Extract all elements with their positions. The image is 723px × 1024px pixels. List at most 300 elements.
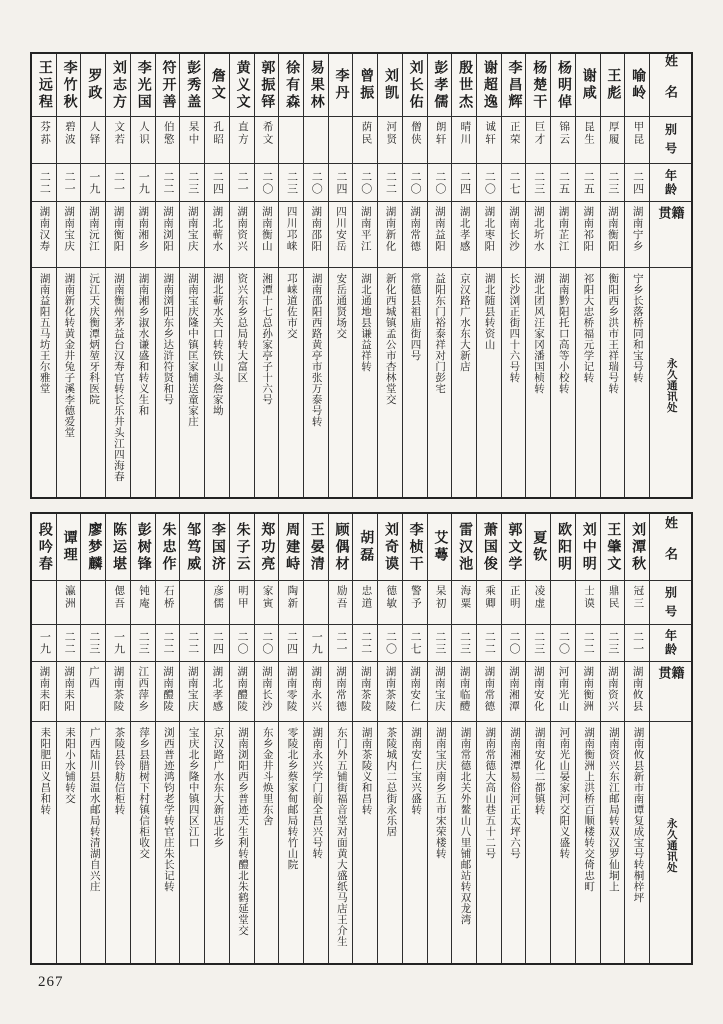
alias-cell-text: 海粟 bbox=[459, 585, 471, 610]
address-cell-text: 湖南湘乡淑水谦盛和转义生和 bbox=[137, 273, 149, 416]
age-cell bbox=[279, 625, 303, 662]
alias-cell bbox=[32, 581, 56, 625]
origin-cell bbox=[57, 662, 81, 722]
entry-column bbox=[229, 54, 254, 497]
alias-cell-text: 杲中 bbox=[187, 121, 199, 146]
alias-header-label: 别号 bbox=[663, 123, 678, 161]
age-cell-text: 一九 bbox=[87, 170, 100, 195]
name-cell-text: 徐有森 bbox=[284, 59, 300, 111]
origin-cell bbox=[32, 662, 56, 722]
age-cell-text: 二二 bbox=[38, 170, 51, 195]
name-cell bbox=[81, 514, 105, 581]
alias-cell-text: 石桥 bbox=[162, 585, 174, 610]
alias-cell bbox=[57, 117, 81, 164]
entry-column bbox=[525, 514, 550, 963]
address-cell-text: 浏西普迹鸿钧老学转官庄朱长记转 bbox=[162, 727, 174, 892]
origin-cell bbox=[329, 202, 353, 268]
entry-column bbox=[501, 54, 526, 497]
entry-column bbox=[303, 54, 328, 497]
origin-cell bbox=[156, 662, 180, 722]
name-cell bbox=[230, 514, 254, 581]
age-cell bbox=[601, 625, 625, 662]
address-cell-text: 东门外五铺街福音堂对面黄大盛纸马店王介生 bbox=[335, 727, 347, 947]
origin-cell bbox=[131, 202, 155, 268]
address-cell bbox=[329, 722, 353, 963]
origin-cell bbox=[205, 202, 229, 268]
age-cell bbox=[205, 625, 229, 662]
alias-cell-text: 孔昭 bbox=[212, 121, 224, 146]
origin-cell bbox=[205, 662, 229, 722]
origin-cell-text: 湖南长沙 bbox=[260, 666, 272, 712]
address-cell bbox=[230, 268, 254, 497]
address-cell-text: 萍乡县腊树下村镇信柜收交 bbox=[138, 727, 150, 859]
entry-column bbox=[130, 514, 155, 963]
name-cell-text: 罗政 bbox=[86, 68, 102, 102]
origin-cell bbox=[255, 202, 279, 268]
address-cell-text: 河南光山晏家河交阳义盛转 bbox=[558, 727, 570, 859]
name-cell bbox=[255, 514, 279, 581]
alias-cell-text: 彦儒 bbox=[212, 585, 224, 610]
address-cell-text: 安岳通贤场交 bbox=[335, 273, 347, 339]
entry-column bbox=[550, 514, 575, 963]
address-cell bbox=[551, 722, 575, 963]
age-cell-text: 二三 bbox=[532, 170, 545, 195]
alias-cell bbox=[403, 581, 427, 625]
alias-cell-text: 朗轩 bbox=[434, 121, 446, 146]
entry-column bbox=[80, 54, 105, 497]
origin-cell bbox=[32, 202, 56, 268]
entry-column bbox=[328, 514, 353, 963]
age-cell bbox=[32, 164, 56, 202]
alias-cell-text: 忠道 bbox=[360, 585, 372, 610]
origin-cell bbox=[353, 662, 377, 722]
origin-cell bbox=[279, 662, 303, 722]
origin-cell-text: 湖南宝庆 bbox=[63, 206, 75, 252]
age-cell bbox=[57, 625, 81, 662]
address-cell-text: 沅江天庆衡潭炳堃牙科医院 bbox=[88, 273, 100, 405]
age-cell bbox=[32, 625, 56, 662]
address-cell bbox=[205, 268, 229, 497]
address-cell-text: 宁乡长落桥同和宝号转 bbox=[631, 273, 643, 383]
alias-cell bbox=[131, 581, 155, 625]
address-cell bbox=[502, 722, 526, 963]
alias-cell-text: 偲吾 bbox=[113, 585, 125, 610]
origin-header-label: 籍贯 bbox=[656, 206, 685, 237]
name-cell-text: 刘中明 bbox=[580, 521, 596, 573]
origin-cell-text: 湖南常德 bbox=[335, 666, 347, 712]
name-header bbox=[650, 54, 691, 117]
address-cell-text: 湖南安仁宝兴盛转 bbox=[410, 727, 422, 815]
origin-cell bbox=[526, 202, 550, 268]
origin-cell bbox=[477, 202, 501, 268]
origin-cell-text: 湖南湘潭 bbox=[508, 666, 520, 712]
origin-cell bbox=[279, 202, 303, 268]
age-cell-text: 二〇 bbox=[260, 631, 273, 655]
address-cell bbox=[403, 722, 427, 963]
name-cell bbox=[576, 514, 600, 581]
name-cell-text: 萧国俊 bbox=[481, 521, 497, 573]
name-cell-text: 夏钦 bbox=[531, 530, 547, 564]
alias-cell bbox=[255, 117, 279, 164]
age-cell bbox=[353, 625, 377, 662]
name-cell bbox=[601, 514, 625, 581]
alias-cell bbox=[255, 581, 279, 625]
entry-column bbox=[575, 54, 600, 497]
address-cell bbox=[279, 268, 303, 497]
alias-cell-text: 僧侠 bbox=[409, 121, 421, 146]
age-cell bbox=[452, 164, 476, 202]
origin-cell bbox=[304, 202, 328, 268]
name-cell bbox=[428, 514, 452, 581]
age-cell-text: 二〇 bbox=[236, 631, 249, 655]
name-header-label: 姓名 bbox=[663, 54, 678, 116]
name-cell-text: 陈运堪 bbox=[111, 521, 127, 573]
age-cell-text: 二二 bbox=[161, 631, 174, 655]
address-cell bbox=[32, 268, 56, 497]
origin-cell bbox=[106, 202, 130, 268]
address-cell-text: 茶陵县铃舫信柜转 bbox=[113, 727, 125, 815]
origin-cell bbox=[526, 662, 550, 722]
address-cell bbox=[205, 722, 229, 963]
age-cell-text: 二二 bbox=[582, 631, 595, 655]
entry-column bbox=[204, 54, 229, 497]
age-cell bbox=[156, 625, 180, 662]
name-cell bbox=[180, 54, 204, 117]
age-cell-text: 二二 bbox=[384, 170, 397, 195]
age-cell bbox=[551, 164, 575, 202]
name-cell bbox=[526, 514, 550, 581]
address-cell-text: 湖南新化转黄金井兔子溪李德爱堂 bbox=[63, 273, 75, 438]
name-cell-text: 谭理 bbox=[61, 530, 77, 564]
age-cell bbox=[378, 164, 402, 202]
name-cell-text: 艾蕚 bbox=[432, 530, 448, 564]
alias-cell bbox=[304, 581, 328, 625]
origin-cell-text: 湖南衡洲 bbox=[582, 666, 594, 712]
origin-cell bbox=[156, 202, 180, 268]
origin-cell bbox=[378, 202, 402, 268]
address-cell-text: 湖北团风汪家冈潘国桢转 bbox=[533, 273, 545, 394]
age-cell bbox=[576, 625, 600, 662]
name-cell-text: 郑功亮 bbox=[259, 521, 275, 573]
alias-cell bbox=[601, 581, 625, 625]
address-cell-text: 湖南攸县新市南谭复成宝号转桐梓坪 bbox=[632, 727, 644, 903]
alias-cell bbox=[625, 581, 649, 625]
name-cell bbox=[502, 514, 526, 581]
age-cell-text: 二二 bbox=[186, 631, 199, 655]
origin-cell-text: 湖南衡山 bbox=[260, 206, 272, 252]
age-cell bbox=[502, 164, 526, 202]
name-cell bbox=[526, 54, 550, 117]
address-cell-text: 湖南衡州茅益台汉寿官转长乐井头江四海春 bbox=[112, 273, 124, 482]
entry-column bbox=[377, 514, 402, 963]
name-cell-text: 顾偶材 bbox=[333, 521, 349, 573]
name-cell bbox=[57, 54, 81, 117]
alias-cell-text: 锦云 bbox=[558, 121, 570, 146]
entry-column bbox=[328, 54, 353, 497]
origin-cell-text: 湖南邵阳 bbox=[310, 206, 322, 252]
age-cell bbox=[403, 164, 427, 202]
alias-cell bbox=[378, 117, 402, 164]
entry-column bbox=[600, 514, 625, 963]
name-cell-text: 杨明倬 bbox=[555, 59, 571, 111]
address-cell-text: 东乡金井斗焕里东舍 bbox=[261, 727, 273, 826]
age-cell bbox=[378, 625, 402, 662]
origin-cell-text: 湖南常德 bbox=[483, 666, 495, 712]
entry-column bbox=[624, 54, 649, 497]
entry-column bbox=[229, 514, 254, 963]
age-cell-text: 二三 bbox=[186, 170, 199, 195]
address-cell-text: 湖南浏阳西乡普迹天生利转醴北朱鹤延堂交 bbox=[237, 727, 249, 936]
name-cell-text: 詹文 bbox=[209, 68, 225, 102]
origin-cell-text: 湖南湘乡 bbox=[137, 206, 149, 252]
alias-cell-text: 杲初 bbox=[434, 585, 446, 610]
alias-cell bbox=[378, 581, 402, 625]
origin-cell-text: 河南光山 bbox=[557, 666, 569, 712]
origin-cell-text: 四川邛崃 bbox=[285, 206, 297, 252]
alias-cell bbox=[625, 117, 649, 164]
address-cell-text: 祁阳大忠桥福元学记转 bbox=[582, 273, 594, 383]
address-cell bbox=[353, 268, 377, 497]
alias-cell bbox=[279, 117, 303, 164]
address-cell bbox=[353, 722, 377, 963]
age-cell bbox=[526, 164, 550, 202]
age-cell bbox=[625, 625, 649, 662]
origin-cell bbox=[502, 662, 526, 722]
address-cell-text: 新化西城镇孟公市杏林堂交 bbox=[384, 273, 396, 405]
name-cell-text: 黄义文 bbox=[234, 59, 250, 111]
alias-cell bbox=[205, 581, 229, 625]
address-cell-text: 京汉路广水东大新店北乡 bbox=[212, 727, 224, 848]
age-cell bbox=[180, 164, 204, 202]
origin-cell-text: 湖南茶陵 bbox=[112, 666, 124, 712]
address-cell-text: 湖南宝庆南乡五市宋荣楼转 bbox=[434, 727, 446, 859]
alias-cell-text: 乘卿 bbox=[484, 585, 496, 610]
address-cell-text: 湖南宝庆隆中镇匡家铺送童家庄 bbox=[186, 273, 198, 427]
entry-column bbox=[32, 514, 56, 963]
age-cell-text: 二三 bbox=[433, 631, 446, 655]
age-cell bbox=[205, 164, 229, 202]
origin-cell bbox=[230, 662, 254, 722]
address-cell-text: 湖南邵阳西路黄亭市张万泰号转 bbox=[310, 273, 322, 427]
address-cell bbox=[601, 268, 625, 497]
address-cell-text: 湖南常德大高山巷五十二号 bbox=[484, 727, 496, 859]
name-cell bbox=[180, 514, 204, 581]
entry-column bbox=[303, 514, 328, 963]
alias-cell-text: 瀛洲 bbox=[63, 585, 75, 610]
header-column bbox=[649, 514, 691, 963]
entry-column bbox=[278, 514, 303, 963]
address-cell bbox=[428, 268, 452, 497]
age-cell-text: 二一 bbox=[335, 631, 348, 655]
age-cell bbox=[230, 164, 254, 202]
name-cell-text: 朱子云 bbox=[234, 521, 250, 573]
origin-cell bbox=[353, 202, 377, 268]
alias-cell bbox=[156, 117, 180, 164]
origin-cell bbox=[601, 662, 625, 722]
origin-cell-text: 湖南衡阳 bbox=[606, 206, 618, 252]
origin-cell bbox=[180, 202, 204, 268]
origin-cell-text: 湖南宝庆 bbox=[433, 666, 445, 712]
address-cell-text: 湖南衡洲上洪桥百顺楼转交倚忠町 bbox=[583, 727, 595, 892]
address-cell bbox=[255, 268, 279, 497]
address-cell bbox=[601, 722, 625, 963]
alias-cell bbox=[452, 117, 476, 164]
address-cell-text: 湖南常德北关外鳌山八里铺邮站转双龙湾 bbox=[459, 727, 471, 925]
age-cell-text: 二三 bbox=[532, 631, 545, 655]
entry-column bbox=[451, 54, 476, 497]
roster-table-top bbox=[30, 52, 693, 499]
entry-column bbox=[476, 514, 501, 963]
origin-cell bbox=[378, 662, 402, 722]
age-cell-text: 二〇 bbox=[508, 631, 521, 655]
alias-cell-text: 诚轩 bbox=[484, 121, 496, 146]
alias-cell-text: 凌虚 bbox=[533, 585, 545, 610]
age-cell bbox=[81, 164, 105, 202]
entry-column bbox=[352, 54, 377, 497]
address-cell bbox=[106, 722, 130, 963]
name-cell-text: 邹笃威 bbox=[185, 521, 201, 573]
address-cell bbox=[156, 268, 180, 497]
origin-cell-text: 湖南益阳 bbox=[433, 206, 445, 252]
address-header bbox=[650, 722, 691, 963]
origin-cell-text: 湖南安化 bbox=[532, 666, 544, 712]
alias-cell bbox=[230, 581, 254, 625]
address-cell bbox=[131, 268, 155, 497]
name-cell bbox=[403, 54, 427, 117]
alias-cell bbox=[156, 581, 180, 625]
alias-cell bbox=[477, 117, 501, 164]
name-cell bbox=[452, 54, 476, 117]
alias-cell-text: 昆生 bbox=[582, 121, 594, 146]
age-cell bbox=[551, 625, 575, 662]
entry-column bbox=[32, 54, 56, 497]
name-cell-text: 郭文学 bbox=[506, 521, 522, 573]
address-cell-text: 湘潭十七总孙家亭子十六号 bbox=[261, 273, 273, 405]
age-cell-text: 二四 bbox=[211, 170, 224, 195]
origin-header bbox=[650, 662, 691, 722]
name-cell bbox=[403, 514, 427, 581]
age-cell-text: 二二 bbox=[161, 170, 174, 195]
alias-cell-text: 直方 bbox=[236, 121, 248, 146]
header-column bbox=[649, 54, 691, 497]
name-cell-text: 谢咸 bbox=[580, 68, 596, 102]
address-cell bbox=[329, 268, 353, 497]
name-cell-text: 李国济 bbox=[209, 521, 225, 573]
entry-column bbox=[80, 514, 105, 963]
age-cell bbox=[131, 164, 155, 202]
age-cell bbox=[255, 164, 279, 202]
address-cell-text: 资兴东乡总局转大富区 bbox=[236, 273, 248, 383]
address-cell-text: 湖南浏阳东乡达浒符贤和号 bbox=[162, 273, 174, 405]
name-cell bbox=[156, 54, 180, 117]
age-cell-text: 一九 bbox=[310, 631, 323, 655]
origin-cell-text: 湖南耒阳 bbox=[38, 666, 50, 712]
entry-column bbox=[377, 54, 402, 497]
address-cell bbox=[81, 722, 105, 963]
entry-column bbox=[155, 54, 180, 497]
name-cell-text: 刘潭秋 bbox=[630, 521, 646, 573]
origin-cell bbox=[230, 202, 254, 268]
address-cell-text: 京汉路广水东大新店 bbox=[458, 273, 470, 372]
origin-cell bbox=[502, 202, 526, 268]
name-cell bbox=[304, 514, 328, 581]
address-cell-text: 衡阳西乡洪市王祥瑞号转 bbox=[607, 273, 619, 394]
origin-cell bbox=[403, 662, 427, 722]
address-cell bbox=[180, 268, 204, 497]
alias-cell bbox=[601, 117, 625, 164]
alias-cell-text: 人识 bbox=[138, 121, 150, 146]
origin-cell-text: 湖南汉寿 bbox=[38, 206, 50, 252]
age-cell-text: 二一 bbox=[112, 170, 125, 195]
origin-cell-text: 湖南资兴 bbox=[236, 206, 248, 252]
age-header-label: 年龄 bbox=[663, 629, 678, 657]
address-cell bbox=[279, 722, 303, 963]
address-cell bbox=[255, 722, 279, 963]
entry-column bbox=[278, 54, 303, 497]
address-cell-text: 湖北通地县谦益祥转 bbox=[360, 273, 371, 372]
name-cell-text: 郭振铎 bbox=[259, 59, 275, 111]
age-cell bbox=[57, 164, 81, 202]
address-cell bbox=[452, 722, 476, 963]
alias-cell bbox=[526, 581, 550, 625]
name-cell bbox=[378, 514, 402, 581]
age-cell-text: 二三 bbox=[458, 631, 471, 655]
alias-cell bbox=[353, 581, 377, 625]
origin-cell-text: 湖南宝庆 bbox=[186, 206, 198, 252]
name-cell bbox=[378, 54, 402, 117]
age-cell bbox=[502, 625, 526, 662]
alias-cell-text: 芬荪 bbox=[39, 121, 51, 146]
address-cell bbox=[57, 268, 81, 497]
origin-cell-text: 湖南常德 bbox=[409, 206, 421, 252]
alias-cell bbox=[81, 581, 105, 625]
address-cell bbox=[403, 268, 427, 497]
age-cell bbox=[477, 164, 501, 202]
age-cell-text: 二三 bbox=[87, 631, 100, 655]
address-cell bbox=[378, 268, 402, 497]
entry-column bbox=[402, 54, 427, 497]
alias-cell-text: 河贤 bbox=[385, 121, 397, 146]
name-cell-text: 易果林 bbox=[308, 59, 324, 111]
address-cell bbox=[180, 722, 204, 963]
alias-cell-text: 伯憼 bbox=[162, 121, 174, 146]
alias-cell bbox=[304, 117, 328, 164]
age-cell-text: 二〇 bbox=[310, 170, 323, 195]
name-cell bbox=[329, 514, 353, 581]
origin-cell bbox=[106, 662, 130, 722]
age-cell bbox=[106, 625, 130, 662]
origin-cell-text: 四川安岳 bbox=[335, 206, 347, 252]
origin-cell-text: 广西 bbox=[87, 666, 99, 689]
entry-column bbox=[427, 54, 452, 497]
age-cell bbox=[255, 625, 279, 662]
name-cell-text: 刘奇谟 bbox=[382, 521, 398, 573]
name-cell-text: 段吟春 bbox=[36, 521, 52, 573]
address-cell bbox=[477, 268, 501, 497]
origin-cell bbox=[255, 662, 279, 722]
address-cell-text: 宝庆北乡隆中镇四区江口 bbox=[187, 727, 199, 848]
name-cell bbox=[601, 54, 625, 117]
age-cell-text: 二五 bbox=[582, 170, 595, 195]
age-cell bbox=[428, 625, 452, 662]
name-cell bbox=[32, 514, 56, 581]
alias-cell bbox=[526, 117, 550, 164]
origin-cell bbox=[452, 662, 476, 722]
origin-cell bbox=[403, 202, 427, 268]
entry-column bbox=[105, 54, 130, 497]
alias-cell-text: 明甲 bbox=[236, 585, 248, 610]
age-cell-text: 二三 bbox=[606, 170, 619, 195]
